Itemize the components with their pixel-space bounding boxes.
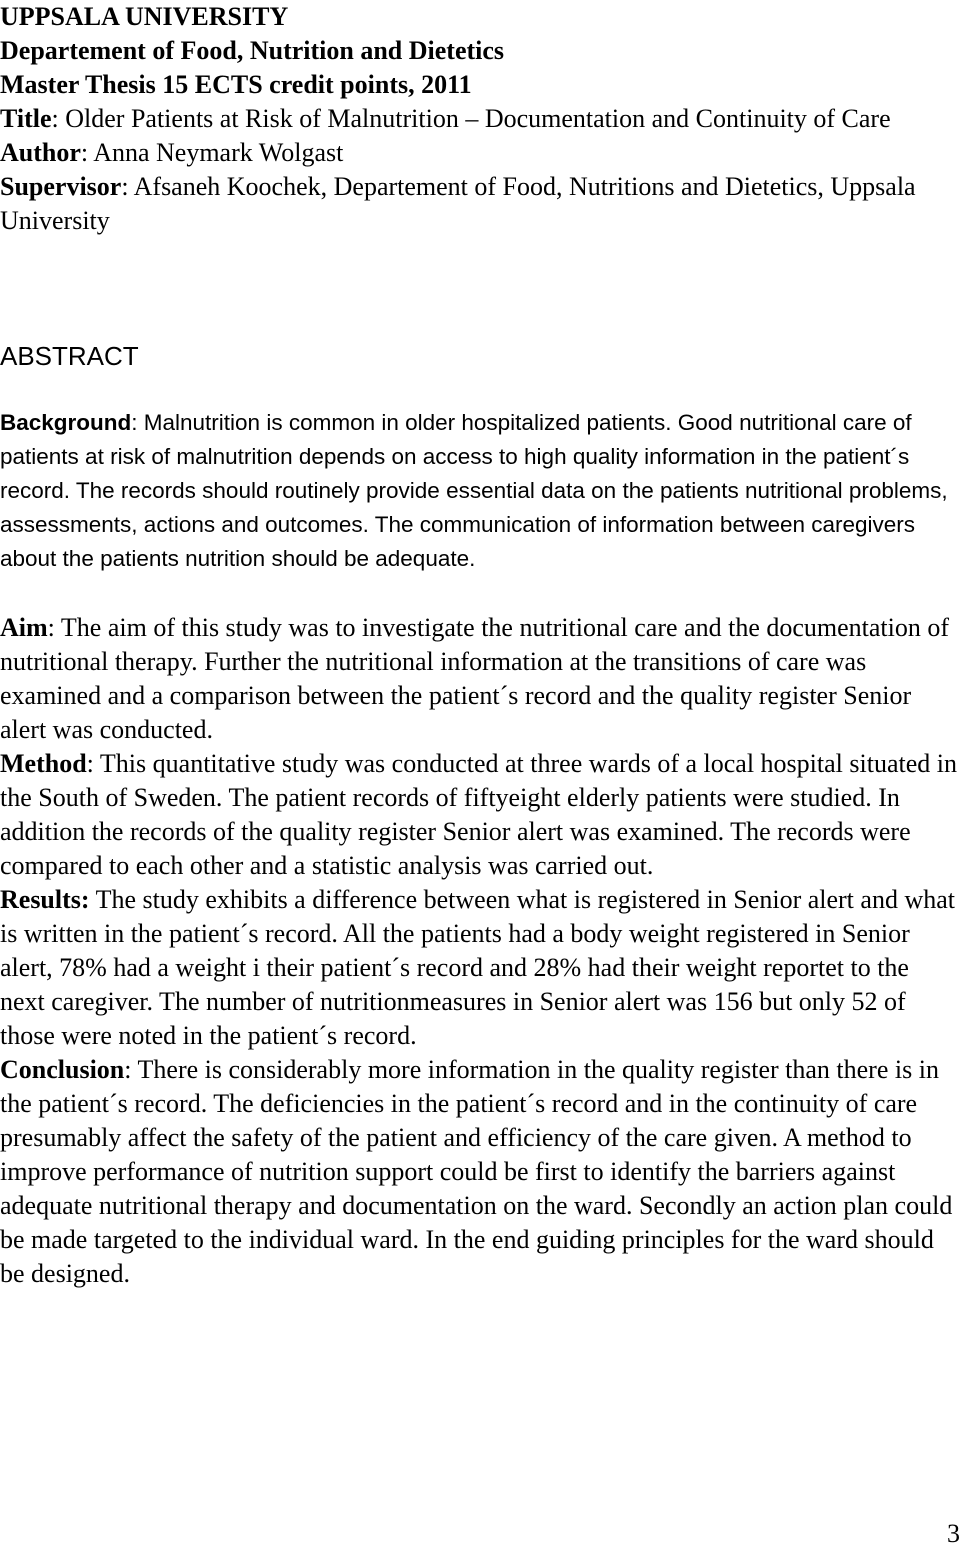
abstract-heading: ABSTRACT xyxy=(0,341,139,371)
method-label: Method xyxy=(0,749,87,778)
department-name: Departement of Food, Nutrition and Dietetics xyxy=(0,36,505,65)
abstract-body xyxy=(0,611,958,1291)
thesis-title xyxy=(0,102,960,136)
results-paragraph xyxy=(0,883,958,1053)
university-name: UPPSALA UNIVERSITY xyxy=(0,2,289,31)
method-text: : This quantitative study was conducted at three wards of a local hospital situated in the South of Sweden. The patient records of fiftyeight elderly patients were studied. In addition the records of the quality register Senior alert was examined. The records were compared to each other and a statistic analysis was carried out. xyxy=(0,749,957,880)
supervisor-label: Supervisor xyxy=(0,172,122,201)
method-paragraph xyxy=(0,747,958,883)
background-label: Background xyxy=(0,410,132,435)
thesis-author xyxy=(0,136,960,170)
results-text: The study exhibits a difference between what is registered in Senior alert and what is written in the patient´s record. All the patients had a body weight registered in Senior alert, 78% had a weight i their patient´s record and 28% had their weight reportet to the next caregiver. The number of nutritionmeasures in Senior alert was 156 but only 52 of those were noted in the patient´s record. xyxy=(0,885,955,1050)
background-paragraph xyxy=(0,406,958,576)
page-number: 3 xyxy=(947,1519,960,1548)
title-page-header xyxy=(0,0,960,238)
conclusion-paragraph xyxy=(0,1053,958,1291)
aim-paragraph xyxy=(0,611,958,747)
thesis-info: Master Thesis 15 ECTS credit points, 2011 xyxy=(0,70,472,99)
conclusion-label: Conclusion xyxy=(0,1055,125,1084)
supervisor-text: : Afsaneh Koochek, Departement of Food, Nutritions and Dietetics, Uppsala University xyxy=(0,172,916,235)
background-text: : Malnutrition is common in older hospitalized patients. Good nutritional care of patients at risk of malnutrition depends on access to high quality information in the patient´s record. The records should routinely provide essential data on the patients nutritional problems, assessments, actions and outcomes. The communication of information between caregivers about the patients nutrition should be adequate. xyxy=(0,410,948,571)
title-text: : Older Patients at Risk of Malnutrition – Documentation and Continuity of Care xyxy=(51,104,891,133)
aim-text: : The aim of this study was to investigate the nutritional care and the documentation of nutritional therapy. Further the nutritional information at the transitions of care was examined and a comparison between the patient´s record and the quality register Senior alert was conducted. xyxy=(0,613,950,744)
aim-label: Aim xyxy=(0,613,48,642)
conclusion-text: : There is considerably more information in the quality register than there is in the patient´s record. The deficiencies in the patient´s record and in the continuity of care presumably affect the safety of the patient and efficiency of the care given. A method to improve performance of nutrition support could be first to identify the barriers against adequate nutritional therapy and documentation on the ward. Secondly an action plan could be made targeted to the individual ward. In the end guiding principles for the ward should be designed. xyxy=(0,1055,953,1288)
author-text: : Anna Neymark Wolgast xyxy=(80,138,344,167)
title-label: Title xyxy=(0,104,52,133)
results-label: Results: xyxy=(0,885,90,914)
author-label: Author xyxy=(0,138,81,167)
thesis-supervisor xyxy=(0,170,960,238)
abstract-background-section xyxy=(0,406,958,576)
